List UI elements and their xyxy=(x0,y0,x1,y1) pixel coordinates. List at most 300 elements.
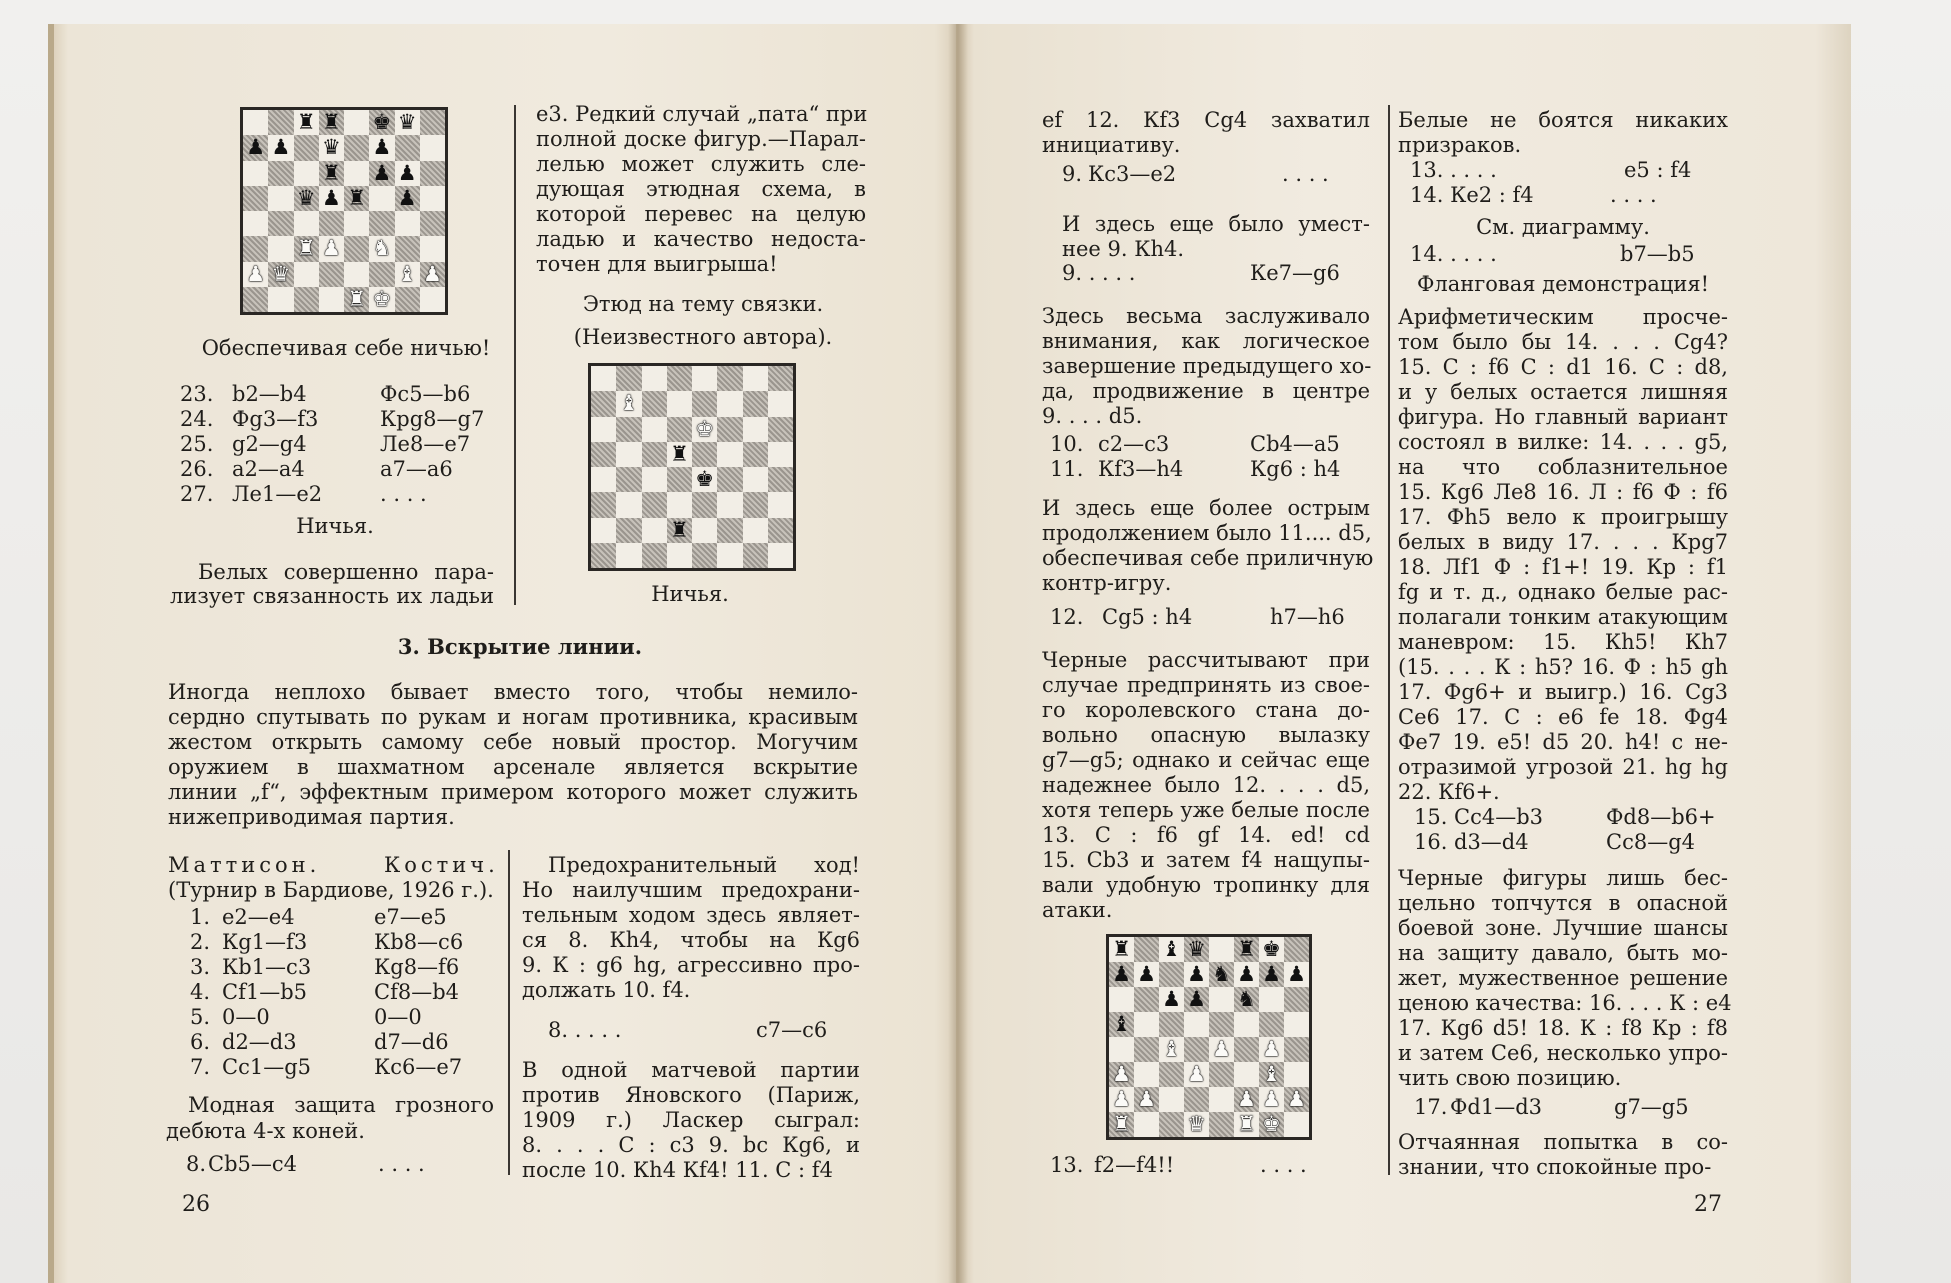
board-square xyxy=(743,442,768,467)
page-number-right: 27 xyxy=(1694,1192,1722,1217)
black-pawn-piece: ♟ xyxy=(395,186,420,211)
paragraph-line: ся 8. Кh4, чтобы на Кg6 xyxy=(522,928,860,952)
black-move: Кg8—f6 xyxy=(374,955,460,979)
board-square xyxy=(420,211,445,236)
paragraph-line: Белые не боятся никаких xyxy=(1398,108,1728,132)
paragraph-line: g7—g5; однако и сейчас еще xyxy=(1042,748,1370,772)
move-number: 25. xyxy=(180,432,214,456)
paragraph-line: Отчаянная попытка в со- xyxy=(1398,1130,1728,1154)
board-square xyxy=(1284,987,1309,1012)
board-square xyxy=(1209,937,1234,962)
board-square xyxy=(591,518,616,543)
paragraph-line: надежнее было 12. . . . d5, xyxy=(1042,773,1370,797)
board-square xyxy=(1259,987,1284,1012)
board-square xyxy=(616,492,641,517)
black-rook-piece: ♜ xyxy=(669,441,689,466)
black-move: . . . . xyxy=(1282,162,1329,186)
board-square xyxy=(395,236,420,261)
move-number: 17. xyxy=(1414,1095,1448,1119)
paragraph-line: внимания, как логическое xyxy=(1042,329,1370,353)
paragraph-line: го королевского стана до- xyxy=(1042,698,1370,722)
board-square xyxy=(268,161,293,186)
move-number: 26. xyxy=(180,457,214,481)
etude-author: (Неизвестного автора). xyxy=(573,325,833,349)
black-pawn-piece: ♟ xyxy=(369,161,394,186)
board-square xyxy=(1234,1037,1259,1062)
move-number: 16. xyxy=(1414,830,1448,854)
white-move: Сc1—g5 xyxy=(222,1055,311,1079)
board-square xyxy=(420,110,445,135)
paragraph-line: дующая этюдная схема, в xyxy=(536,177,866,201)
black-move: 0—0 xyxy=(374,1005,422,1029)
board-square xyxy=(344,211,369,236)
paragraph-line: 15. Кg6 Лe8 16. Л : f6 Ф : f6 xyxy=(1398,480,1728,504)
board-square xyxy=(319,262,344,287)
move-row xyxy=(1414,1095,1724,1120)
move-13-black: e5 : f4 xyxy=(1624,158,1692,182)
move-number: 6. xyxy=(190,1030,211,1054)
paragraph-line: Предохранительный ход! xyxy=(548,853,860,877)
paragraph-line: ценою качества: 16. . . . К : e4 xyxy=(1398,991,1732,1015)
board-square xyxy=(642,417,667,442)
board-square xyxy=(642,442,667,467)
paragraph-line: fg и т. д., однако белые рас- xyxy=(1398,580,1728,604)
paragraph-line: 17. Фg6+ и выигр.) 16. Сg3 xyxy=(1398,680,1728,704)
move-number: 9. xyxy=(1062,162,1083,186)
move-14-white: 14. Кe2 : f4 xyxy=(1410,183,1534,207)
board-square xyxy=(591,366,616,391)
board-square xyxy=(743,467,768,492)
white-move: Лe1—e2 xyxy=(232,482,323,506)
white-move: Фd1—d3 xyxy=(1450,1095,1543,1119)
white-rook-piece: ♜ xyxy=(1237,1112,1256,1136)
board-square xyxy=(243,186,268,211)
board-square xyxy=(1209,987,1234,1012)
board-square xyxy=(420,135,445,160)
paragraph-line: 8. . . . С : c3 9. bc Кg6, и xyxy=(522,1133,860,1157)
paragraph-line: фигура. Но главный вариант xyxy=(1398,405,1728,429)
white-move: Кc3—e2 xyxy=(1088,162,1177,186)
board-square xyxy=(395,135,420,160)
move-row xyxy=(180,382,480,407)
move-row xyxy=(168,905,478,930)
board-square xyxy=(591,467,616,492)
black-move: a7—a6 xyxy=(380,457,453,481)
board-square xyxy=(667,492,692,517)
move-8-black: c7—c6 xyxy=(756,1018,828,1042)
paragraph-line: Но наилучшим предохрани- xyxy=(522,878,860,902)
black-rook-piece: ♜ xyxy=(319,110,344,135)
black-pawn-piece: ♟ xyxy=(1137,962,1156,986)
black-move: h7—h6 xyxy=(1270,605,1345,629)
paragraph-line: боевой зоне. Лучшие шансы xyxy=(1398,916,1728,940)
paragraph-line: ладью и качество недоста- xyxy=(536,227,866,251)
black-move: d7—d6 xyxy=(374,1030,449,1054)
paragraph-line: случае предпринять из свое- xyxy=(1042,673,1370,697)
result-draw-2: Ничья. xyxy=(651,582,729,606)
paragraph-line: Арифметическим просче- xyxy=(1398,305,1728,329)
note-line: Модная защита грозного xyxy=(188,1093,494,1117)
paragraph-line: 22. Кf6+. xyxy=(1398,780,1500,804)
paragraph-line: на что соблазнительное xyxy=(1398,455,1728,479)
move-number: 23. xyxy=(180,382,214,406)
column-rule xyxy=(508,850,510,1175)
board-square xyxy=(717,492,742,517)
board-square xyxy=(768,417,793,442)
paragraph-line: 13. С : f6 gf 14. ed! cd xyxy=(1042,823,1370,847)
black-move: Крg8—g7 xyxy=(380,407,485,431)
paragraph-line: Черные фигуры лишь бес- xyxy=(1398,866,1728,890)
board-square xyxy=(717,518,742,543)
black-knight-piece: ♞ xyxy=(1234,987,1259,1012)
white-pawn-piece: ♟ xyxy=(1187,1062,1206,1086)
white-move: e2—e4 xyxy=(222,905,295,929)
white-move: Кf3—h4 xyxy=(1098,457,1184,481)
paragraph-line: полной доске фигур.—Парал- xyxy=(536,127,866,151)
paragraph-line: том было бы 14. . . . Сg4? xyxy=(1398,330,1728,354)
board-square xyxy=(1159,1012,1184,1037)
white-pawn-piece: ♟ xyxy=(1284,1087,1309,1112)
board-square xyxy=(344,262,369,287)
board-square xyxy=(591,543,616,568)
board-square xyxy=(667,467,692,492)
board-square xyxy=(1209,1012,1234,1037)
board-square xyxy=(616,467,641,492)
paragraph-line: линии „f“, эффектным примером которого может служить xyxy=(168,780,858,804)
move-row xyxy=(180,407,485,432)
board-square xyxy=(768,391,793,416)
black-move: Сf8—b4 xyxy=(374,980,460,1004)
black-queen-piece: ♛ xyxy=(294,186,319,211)
white-pawn-piece: ♟ xyxy=(1134,1087,1159,1112)
board-square xyxy=(1134,1037,1159,1062)
etude-title: Этюд на тему связки. xyxy=(582,292,824,316)
paragraph-line: точен для выигрыша! xyxy=(536,252,778,276)
black-pawn-piece: ♟ xyxy=(271,135,291,160)
black-pawn-piece: ♟ xyxy=(397,160,417,185)
board-square xyxy=(1109,987,1134,1012)
board-square xyxy=(344,236,369,261)
see-diagram: См. диаграмму. xyxy=(1476,215,1650,239)
white-pawn-piece: ♟ xyxy=(420,262,445,287)
move-row xyxy=(180,432,480,457)
board-square xyxy=(1109,1037,1134,1062)
white-move: b2—b4 xyxy=(232,382,307,406)
black-pawn-piece: ♟ xyxy=(1184,987,1209,1012)
black-queen-piece: ♛ xyxy=(321,135,341,160)
board-square xyxy=(692,391,717,416)
board-square xyxy=(642,518,667,543)
paragraph-line: оружием в шахматном арсенале является вскрытие xyxy=(168,755,858,779)
move-13-black-label: 13. . . . . xyxy=(1410,158,1497,182)
paragraph-line: против Яновского (Париж, xyxy=(522,1083,860,1107)
paragraph-line: Черные рассчитывают при xyxy=(1042,648,1370,672)
paragraph-line: 17. Фh5 вело к проигрышу xyxy=(1398,505,1728,529)
move-number: 27. xyxy=(180,482,214,506)
board-square xyxy=(768,518,793,543)
chess-diagram-1 xyxy=(240,107,448,315)
paragraph-line: инициативу. xyxy=(1042,133,1181,157)
black-pawn-piece: ♟ xyxy=(1187,962,1206,986)
paragraph-line: 15. Сb3 и затем f4 нащупы- xyxy=(1042,848,1370,872)
black-pawn-piece: ♟ xyxy=(1237,962,1256,986)
paragraph-line: отразимой угрозой 21. hg hg xyxy=(1398,755,1728,779)
board-square xyxy=(268,110,293,135)
paragraph-line: В одной матчевой партии xyxy=(522,1058,860,1082)
paragraph-line: тельным ходом здесь являет- xyxy=(522,903,860,927)
paragraph-line: должать 10. f4. xyxy=(522,978,691,1002)
move-number: 5. xyxy=(190,1005,211,1029)
white-move: Сc4—b3 xyxy=(1454,805,1543,829)
paragraph-line: Здесь весьма заслуживало xyxy=(1042,304,1370,328)
board-square xyxy=(319,211,344,236)
board-square xyxy=(768,492,793,517)
white-knight-piece: ♞ xyxy=(372,236,392,261)
board-square xyxy=(243,236,268,261)
paragraph-line: чить свою позицию. xyxy=(1398,1066,1622,1090)
white-move: d3—d4 xyxy=(1454,830,1529,854)
board-square xyxy=(294,161,319,186)
paragraph-line: Иногда неплохо бывает вместо того, чтобы немило- xyxy=(168,680,858,704)
board-square xyxy=(642,391,667,416)
board-square xyxy=(616,543,641,568)
paragraph-line: 9. К : g6 hg, агрессивно про- xyxy=(522,953,860,977)
board-square xyxy=(743,492,768,517)
move-14-dots: . . . . xyxy=(1610,183,1657,207)
white-move: a2—a4 xyxy=(232,457,305,481)
black-move: e7—e5 xyxy=(374,905,447,929)
move-14-black-label: 14. . . . . xyxy=(1410,242,1497,266)
move-row xyxy=(168,1055,478,1080)
move-number: 12. xyxy=(1050,605,1084,629)
board-square xyxy=(344,161,369,186)
board-square xyxy=(1284,1012,1309,1037)
black-rook-piece: ♜ xyxy=(319,161,344,186)
paragraph-line: и у белых остается лишняя xyxy=(1398,380,1728,404)
paragraph-line: призраков. xyxy=(1398,133,1522,157)
board-square xyxy=(243,110,268,135)
board-square xyxy=(642,543,667,568)
board-square xyxy=(1284,1062,1309,1087)
board-square xyxy=(369,262,394,287)
board-square xyxy=(717,417,742,442)
chess-diagram-2 xyxy=(588,363,796,571)
white-king-piece: ♚ xyxy=(695,416,715,441)
board-square xyxy=(1134,1012,1159,1037)
column-rule xyxy=(514,105,516,605)
paragraph-line: (15. . . . К : h5? 16. Ф : h5 gh xyxy=(1398,655,1728,679)
board-square xyxy=(692,442,717,467)
board-square xyxy=(1134,1062,1159,1087)
board-square xyxy=(616,417,641,442)
white-move: Кb1—c3 xyxy=(222,955,312,979)
board-square xyxy=(1234,1062,1259,1087)
move-row xyxy=(180,482,480,507)
board-square xyxy=(768,366,793,391)
black-king-piece: ♚ xyxy=(369,110,394,135)
white-move: Фg3—f3 xyxy=(232,407,319,431)
paragraph-line: состоял в вилке: 14. . . . g5, xyxy=(1398,430,1728,454)
black-pawn-piece: ♟ xyxy=(243,135,268,160)
white-bishop-piece: ♝ xyxy=(619,391,639,416)
paragraph-line: обеспечивая себе приличную xyxy=(1042,546,1374,570)
move-number: 1. xyxy=(190,905,211,929)
move-14-black: b7—b5 xyxy=(1620,242,1695,266)
white-rook-piece: ♜ xyxy=(1109,1112,1134,1137)
black-queen-piece: ♛ xyxy=(397,110,417,135)
board-square xyxy=(616,366,641,391)
board-square xyxy=(268,236,293,261)
white-pawn-piece: ♟ xyxy=(1212,1037,1231,1061)
paragraph-line: полагали тонким атакующим xyxy=(1398,605,1728,629)
board-square xyxy=(1184,1037,1209,1062)
board-square xyxy=(616,442,641,467)
move-number: 24. xyxy=(180,407,214,431)
move-number: 4. xyxy=(190,980,211,1004)
black-pawn-piece: ♟ xyxy=(372,135,392,160)
black-rook-piece: ♜ xyxy=(1112,937,1131,961)
move-row xyxy=(1050,1153,1350,1178)
move-number: 10. xyxy=(1050,432,1084,456)
board-square xyxy=(1284,937,1309,962)
white-move: c2—c3 xyxy=(1098,432,1170,456)
white-bishop-piece: ♝ xyxy=(397,261,417,286)
board-square xyxy=(667,391,692,416)
board-square xyxy=(319,287,344,312)
board-square xyxy=(268,211,293,236)
white-pawn-piece: ♟ xyxy=(321,236,341,261)
paragraph-line: 18. Лf1 Ф : f1+! 19. Кр : f1 xyxy=(1398,555,1728,579)
white-rook-piece: ♜ xyxy=(344,287,369,312)
black-pawn-piece: ♟ xyxy=(1162,987,1181,1011)
white-rook-piece: ♜ xyxy=(294,236,319,261)
black-knight-piece: ♞ xyxy=(1209,962,1234,987)
paragraph-line: контр-игру. xyxy=(1042,571,1172,595)
move-number: 7. xyxy=(190,1055,211,1079)
game-black-player: Костич. xyxy=(384,853,499,877)
board-square xyxy=(1184,1087,1209,1112)
black-pawn-piece: ♟ xyxy=(1287,962,1306,986)
move-number: 2. xyxy=(190,930,211,954)
black-rook-piece: ♜ xyxy=(344,186,369,211)
black-move: Кg6 : h4 xyxy=(1250,457,1341,481)
paragraph-line: нее 9. Кh4. xyxy=(1062,237,1185,261)
board-square xyxy=(667,417,692,442)
white-move: g2—g4 xyxy=(232,432,307,456)
white-move: Кg1—f3 xyxy=(222,930,308,954)
paragraph-line: жет, мужественное решение xyxy=(1398,966,1728,990)
board-square xyxy=(1284,1112,1309,1137)
book-gutter xyxy=(948,24,968,1283)
move-row xyxy=(1050,457,1350,482)
board-square xyxy=(1159,962,1184,987)
paragraph-line: после 10. Кh4 Кf4! 11. С : f4 xyxy=(522,1158,833,1182)
note-line: дебюта 4-х коней. xyxy=(166,1119,365,1143)
board-square xyxy=(743,417,768,442)
board-square xyxy=(369,186,394,211)
paragraph-line: Фe7 19. e5! d5 20. h4! с не- xyxy=(1398,730,1728,754)
paragraph-line: e3. Редкий случай „пата“ при xyxy=(536,102,868,126)
board-square xyxy=(420,236,445,261)
paragraph-line: и затем Сe6, несколько упро- xyxy=(1398,1041,1728,1065)
black-move: Фd8—b6+ xyxy=(1606,805,1716,829)
paragraph-line: да, продвижение в центре xyxy=(1042,379,1370,403)
move-row xyxy=(168,1152,478,1177)
white-move: Сg5 : h4 xyxy=(1102,605,1193,629)
move-row xyxy=(168,955,478,980)
board-square xyxy=(591,442,616,467)
white-queen-piece: ♛ xyxy=(1187,1112,1206,1136)
board-square xyxy=(768,543,793,568)
white-bishop-piece: ♝ xyxy=(1162,1037,1181,1061)
board-square xyxy=(692,518,717,543)
move-number: 13. xyxy=(1050,1153,1084,1177)
paragraph-line: завершение предыдущего хо- xyxy=(1042,354,1372,378)
board-square xyxy=(420,186,445,211)
board-square xyxy=(743,518,768,543)
board-square xyxy=(642,366,667,391)
board-square xyxy=(1234,1012,1259,1037)
paragraph-line: ef 12. Кf3 Сg4 захватил xyxy=(1042,108,1370,132)
board-square xyxy=(1159,1087,1184,1112)
board-square xyxy=(692,366,717,391)
board-square xyxy=(1184,1012,1209,1037)
paragraph-line: 1909 г.) Ласкер сыграл: xyxy=(522,1108,860,1132)
board-square xyxy=(692,492,717,517)
white-move: Сf1—b5 xyxy=(222,980,308,1004)
white-pawn-piece: ♟ xyxy=(1262,1087,1281,1111)
board-square xyxy=(369,211,394,236)
paragraph-line: продолжением было 11.... d5, xyxy=(1042,521,1372,545)
black-pawn-piece: ♟ xyxy=(1259,962,1284,987)
board-square xyxy=(344,135,369,160)
result-draw-1: Ничья. xyxy=(296,514,374,538)
board-square xyxy=(1209,1087,1234,1112)
white-pawn-piece: ♟ xyxy=(1109,1062,1134,1087)
board-square xyxy=(1134,937,1159,962)
move-number: 3. xyxy=(190,955,211,979)
move-row xyxy=(168,930,478,955)
move-8-black-label: 8. . . . . xyxy=(548,1018,622,1042)
paragraph-line: сердно спутывать по рукам и ногам противника, красивым xyxy=(168,705,858,729)
board-square xyxy=(294,211,319,236)
white-move: 0—0 xyxy=(222,1005,270,1029)
column-rule xyxy=(1388,105,1390,1175)
move-row xyxy=(180,457,480,482)
white-king-piece: ♚ xyxy=(372,286,392,311)
move-9-black: Кe7—g6 xyxy=(1250,261,1340,285)
white-pawn-piece: ♟ xyxy=(246,261,266,286)
board-square xyxy=(667,543,692,568)
move-9-black-label: 9. . . . . xyxy=(1062,261,1136,285)
paragraph-line: Сe6 17. С : e6 fe 18. Фg4 xyxy=(1398,705,1728,729)
board-square xyxy=(717,543,742,568)
black-move: Фc5—b6 xyxy=(380,382,471,406)
board-square xyxy=(616,518,641,543)
board-square xyxy=(243,161,268,186)
white-queen-piece: ♛ xyxy=(268,262,293,287)
move-number: 15. xyxy=(1414,805,1448,829)
move-number: 11. xyxy=(1050,457,1084,481)
white-bishop-piece: ♝ xyxy=(1259,1062,1284,1087)
board-square xyxy=(591,492,616,517)
board-square xyxy=(717,366,742,391)
black-bishop-piece: ♝ xyxy=(1109,1012,1134,1037)
white-pawn-piece: ♟ xyxy=(1112,1087,1131,1111)
board-square xyxy=(1159,1112,1184,1137)
move-row xyxy=(168,980,478,1005)
board-square xyxy=(1134,987,1159,1012)
